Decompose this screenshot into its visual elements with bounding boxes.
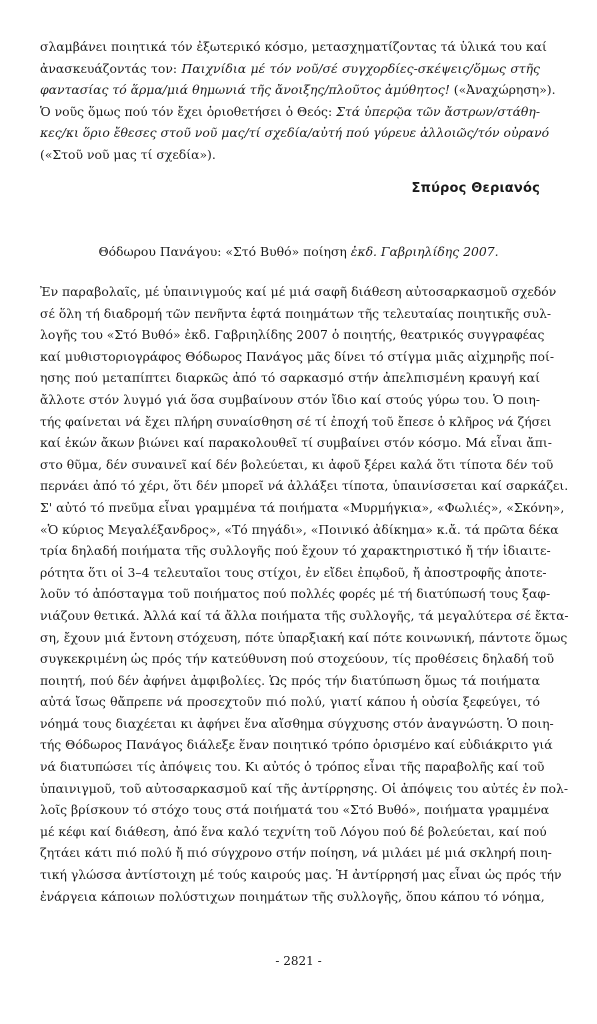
heading-text: Θόδωρου Πανάγου: «Στό Βυθό» ποίηση [98,244,351,259]
text-line: ἄλλοτε στόν λυγμό γιά ὅσα συμβαίνουν στόν ἴδιο καί στούς γύρω του. Ὁ ποιη- [40,391,540,407]
text-line: καί μυθιστοριογράφος Θόδωρος Πανάγος μᾶς δίνει τό στίγμα μιᾶς αἰχμηρῆς ποί- [40,348,555,364]
text-line: συγκεκριμένη ὡς πρός τήν κατεύθυνση πού στοχεύουν, τίς προθέσεις δηλαδή τοῦ [40,651,555,667]
text-line: ησης πού μεταπίπτει διαρκῶς ἀπό τό σαρκασμό στήν ἀπελπισμένη κραυγή καί [40,370,540,386]
text-line [40,58,540,80]
text-line: αὐτά ἴσως θἄπρεπε νά προσεχτοῦν πιό πολύ, γιατί κάπου ἡ οὐσία ξεφεύγει, τό [40,694,540,710]
text-line: σέ ὅλη τή διαδρομή τῶν πενῆντα ἑφτά ποιημάτων τῆς τελευταίας ποιητικῆς συλ- [40,305,552,321]
review-heading [0,243,597,261]
text-fragment: («Ἀναχώρηση»). [449,82,556,98]
text-line: ποιητή, πού δέν ἀφήνει ἀμφιβολίες. Ὡς πρός τήν διατύπωση ὅμως τά ποιήματα [40,672,540,688]
text-line: καί ἑκών ἄκων βιώνει καί παρακολουθεῖ τί συμβαίνει στόν κόσμο. Μά εἶναι ἄπι- [40,435,552,451]
quoted-verse: Παιχνίδια μέ τόν νοῦ/σέ συγχορδίες-σκέψεις/ὅμως στῆς [181,60,540,76]
text-line [40,79,556,101]
page-number: - 2821 - [275,954,322,968]
text-line: Σ' αὐτό τό πνεῦμα εἶναι γραμμένα τά ποιήματα «Μυρμήγκια», «Φωλιές», «Σκόνη», [40,499,565,515]
quoted-verse: φαντασίας τό ἅρμα/μιά θημωνιά τῆς ἄνοιξης/πλοῦτος ἀμύθητος! [40,82,450,98]
quoted-verse: Στά ὑπερῷα τῶν ἄστρων/στάθη- [336,103,541,119]
text-line [40,101,540,123]
text-line: μέ κέφι καί διάθεση, ἀπό ἕνα καλό τεχνίτη τοῦ Λόγου πού δέ βολεύεται, καί πού [40,823,547,839]
text-fragment: ἀνασκευάζοντάς τον: [40,60,182,76]
text-line: («Στοῦ νοῦ μας τί σχεδία»). [40,146,216,162]
text-line: νά διατυπώσει τίς ἀπόψεις του. Κι αὐτός ὁ τρόπος εἶναι τῆς παραβολῆς καί τοῦ [40,759,545,775]
text-line: «Ὁ κύριος Μεγαλέξανδρος», «Τό πηγάδι», «Ποινικό ἀδίκημα» κ.ἄ. τά πρῶτα δέκα [40,521,559,537]
text-line: τική γλώσσα ἀντίστοιχη μέ τούς καιρούς μας. Ἡ ἀντίρρησή μας εἶναι ὡς πρός τήν [40,867,562,883]
text-line: στο θῦμα, δέν συναινεῖ καί δέν βολεύεται, κι ἀφοῦ ξέρει καλά ὅτι τίποτα δέν τοῦ [40,456,554,472]
text-line: νόημά τους διαχέεται κι ἀφήνει ἕνα αἴσθημα σύγχυσης στόν ἀναγνώστη. Ὁ ποιη- [40,715,554,731]
text-line: περνάει ἀπό τό χέρι, ὅτι δέν μπορεῖ νά ἀλλάξει τίποτα, ὑπαινίσσεται καί σαρκάζει. [40,478,569,494]
text-line: σλαμβάνει ποιητικά τόν ἐξωτερικό κόσμο, μετασχηματίζοντας τά ὑλικά του καί [40,39,547,54]
text-line: λοῦν τό ἀπόσταγμα τοῦ ποιήματος πού πολλές φορές μέ τή διατύπωσή τους ξαφ- [40,586,551,602]
text-line: ζητάει κάτι πιό πολύ ἤ πιό σύγχρονο στήν ποίηση, νά μιλάει μέ μιά σκληρή ποιη- [40,845,552,861]
author-signature: Σπύρος Θεριανός [411,181,540,196]
text-line: τής Θόδωρος Πανάγος διάλεξε ἕναν ποιητικό τρόπο ὁρισμένο καί εὐδιάκριτο γιά [40,737,553,753]
text-line: νιάζουν θετικά. Ἀλλά καί τά ἄλλα ποιήματα τῆς συλλογῆς, τά μεγαλύτερα σέ ἔκτα- [40,607,569,623]
heading-publisher: ἐκδ. Γαβριηλίδης 2007. [350,244,499,259]
text-line: λογῆς του «Στό Βυθό» ἐκδ. Γαβριηλίδης 2007 ὁ ποιητής, θεατρικός συγγραφέας [40,327,545,343]
text-line: τρία δηλαδή ποιήματα τῆς συλλογῆς πού ἔχουν τό χαρακτηριστικό ἤ τήν ἰδιαιτε- [40,543,551,559]
text-line: τής φαίνεται νά ἔχει πλήρη συναίσθηση σέ τί ἐποχή τοῦ ἔπεσε ὁ κλῆρος νά ζήσει [40,413,552,429]
text-line: λοῖς βρίσκουν τό στόχο τους στά ποιήματά του «Στό Βυθό», ποιήματα γραμμένα [40,802,550,818]
text-fragment: Ὁ νοῦς ὅμως πού τόν ἔχει ὁριοθετήσει ὁ Θεός: [40,103,337,119]
quoted-verse: κες/κι ὅριο ἔθεσες στοῦ νοῦ μας/τί σχεδία/αὐτή πού γύρευε ἀλλοιῶς/τόν οὐρανό [40,125,550,141]
review-body [40,281,569,907]
text-line: ση, ἔχουν μιά ἔντονη στόχευση, πότε ὑπαρξιακή καί πότε κοινωνική, πάντοτε ὅμως [40,629,568,645]
intro-paragraph [40,36,556,166]
text-line: ρότητα ὅτι οἱ 3–4 τελευταῖοι τους στίχοι, ἐν εἴδει ἐπῳδοῦ, ἤ ἀποστροφῆς ἀποτε- [40,564,547,580]
text-line: ἐνάργεια κάποιων πολύστιχων ποιημάτων τῆς συλλογῆς, ὅπου κάπου τό νόημα, [40,888,545,904]
text-line [40,122,550,144]
text-line: ὑπαινιγμοῦ, τοῦ αὐτοσαρκασμοῦ καί τῆς ἀντίρρησης. Οἱ ἀπόψεις του αὐτές ἐν πολ- [40,780,569,796]
text-line: Ἐν παραβολαῖς, μέ ὑπαινιγμούς καί μέ μιά σαφῆ διάθεση αὐτοσαρκασμοῦ σχεδόν [40,284,557,299]
